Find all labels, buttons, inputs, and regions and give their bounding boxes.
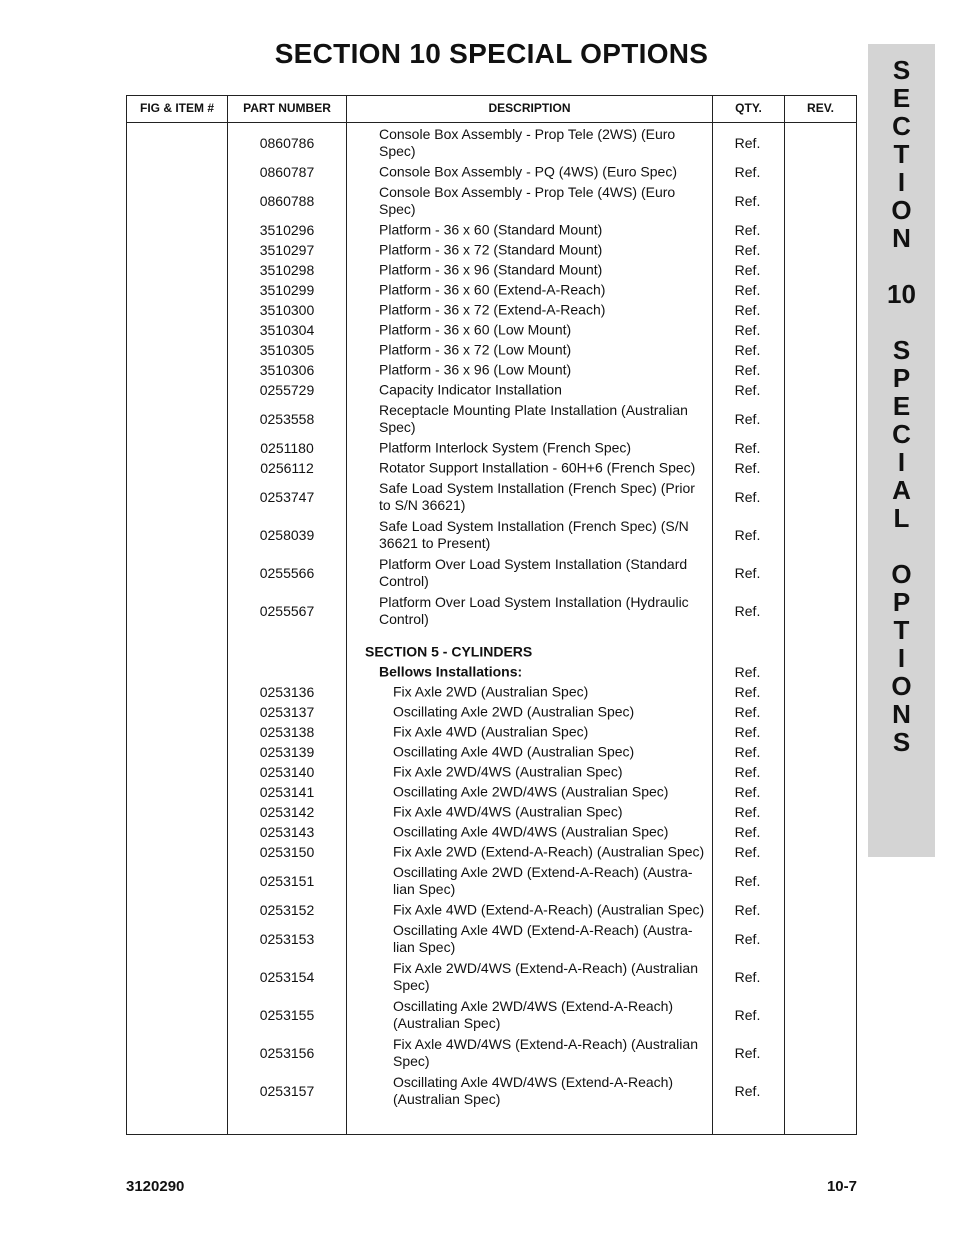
description-cell: Bellows Installations:	[379, 663, 523, 680]
side-tab-glyph: N	[892, 699, 911, 729]
qty-cell: Ref.	[734, 242, 761, 258]
description-cell: Fix Axle 4WD (Extend-A-Reach) (Australian Spec)	[393, 901, 705, 918]
table-row	[127, 182, 856, 220]
parts-table	[126, 95, 857, 1135]
part-number-cell: 0255567	[259, 603, 315, 619]
qty-cell: Ref.	[734, 282, 761, 298]
table-row	[127, 162, 856, 182]
header-description: DESCRIPTION	[488, 101, 571, 115]
qty-cell: Ref.	[734, 804, 761, 820]
description-cell: Platform - 36 x 72 (Extend-A-Reach)	[379, 301, 606, 318]
qty-cell: Ref.	[734, 342, 761, 358]
side-tab-glyph: T	[893, 139, 910, 169]
description-cell: Rotator Support Installation - 60H+6 (French Spec)	[379, 459, 696, 476]
qty-cell: Ref.	[734, 1007, 761, 1023]
part-number-cell: 0253154	[259, 969, 315, 985]
part-number-cell: 0860788	[259, 193, 315, 209]
part-number-cell: 0255729	[259, 382, 315, 398]
table-row	[127, 340, 856, 360]
table-row	[127, 630, 856, 642]
side-tab-glyph: L	[893, 503, 910, 533]
part-number-cell: 3510298	[259, 262, 315, 278]
part-number-cell: 0253157	[259, 1083, 315, 1099]
qty-cell: Ref.	[734, 411, 761, 427]
table-row	[127, 360, 856, 380]
description-cell: Safe Load System Installation (French Spec) (Prior to S/N 36621)	[379, 480, 695, 513]
part-number-cell: 0253140	[259, 764, 315, 780]
description-cell: SECTION 5 - CYLINDERS	[365, 643, 533, 660]
qty-cell: Ref.	[734, 440, 761, 456]
table-row	[127, 722, 856, 742]
part-number-cell: 0253558	[259, 411, 315, 427]
table-row	[127, 702, 856, 722]
header-part-number: PART NUMBER	[243, 101, 331, 115]
table-row	[127, 380, 856, 400]
side-tab-glyph: C	[892, 419, 911, 449]
qty-cell: Ref.	[734, 302, 761, 318]
table-row	[127, 516, 856, 554]
description-cell: Safe Load System Installation (French Spec) (S/N 36621 to Present)	[379, 518, 689, 551]
side-tab-glyph: S	[892, 727, 911, 757]
qty-cell: Ref.	[734, 527, 761, 543]
qty-cell: Ref.	[734, 222, 761, 238]
table-row	[127, 320, 856, 340]
description-cell: Oscillating Axle 2WD (Extend-A-Reach) (Austra-lian Spec)	[393, 864, 693, 897]
part-number-cell: 0253137	[259, 704, 315, 720]
side-tab-glyph: A	[892, 475, 911, 505]
qty-cell: Ref.	[734, 764, 761, 780]
description-cell: Platform Over Load System Installation (Hydraulic Control)	[379, 594, 689, 627]
description-cell: Platform - 36 x 60 (Low Mount)	[379, 321, 572, 338]
part-number-cell: 0253150	[259, 844, 315, 860]
table-row	[127, 802, 856, 822]
qty-cell: Ref.	[734, 460, 761, 476]
side-tab-glyph: P	[892, 363, 911, 393]
part-number-cell: 0253156	[259, 1045, 315, 1061]
part-number-cell: 0253152	[259, 902, 315, 918]
table-row	[127, 1072, 856, 1110]
description-cell: Platform - 36 x 96 (Low Mount)	[379, 361, 572, 378]
table-row	[127, 822, 856, 842]
side-tab-glyph: O	[891, 195, 912, 225]
table-row	[127, 782, 856, 802]
description-cell: Platform - 36 x 60 (Standard Mount)	[379, 221, 603, 238]
description-cell: Platform - 36 x 96 (Standard Mount)	[379, 261, 603, 278]
table-row	[127, 958, 856, 996]
table-row	[127, 124, 856, 162]
table-row	[127, 592, 856, 630]
side-tab-glyph: I	[897, 447, 906, 477]
description-cell: Fix Axle 4WD (Australian Spec)	[393, 723, 589, 740]
description-cell: Oscillating Axle 4WD/4WS (Australian Spec)	[393, 823, 669, 840]
side-tab-glyph: S	[892, 335, 911, 365]
side-tab-glyph: 10	[887, 279, 916, 309]
qty-cell: Ref.	[734, 135, 761, 151]
qty-cell: Ref.	[734, 902, 761, 918]
description-cell: Fix Axle 2WD (Australian Spec)	[393, 683, 589, 700]
part-number-cell: 0253747	[259, 489, 315, 505]
description-cell: Console Box Assembly - Prop Tele (2WS) (Euro Spec)	[379, 126, 676, 159]
side-tab-glyph: I	[897, 167, 906, 197]
table-row	[127, 862, 856, 900]
description-cell: Platform - 36 x 60 (Extend-A-Reach)	[379, 281, 606, 298]
qty-cell: Ref.	[734, 262, 761, 278]
part-number-cell: 0253151	[259, 873, 315, 889]
qty-cell: Ref.	[734, 724, 761, 740]
part-number-cell: 0256112	[260, 460, 314, 476]
table-row	[127, 996, 856, 1034]
qty-cell: Ref.	[734, 1045, 761, 1061]
qty-cell: Ref.	[734, 322, 761, 338]
description-cell: Fix Axle 4WD/4WS (Australian Spec)	[393, 803, 623, 820]
qty-cell: Ref.	[734, 784, 761, 800]
side-tab-glyph: C	[892, 111, 911, 141]
table-row	[127, 1034, 856, 1072]
qty-cell: Ref.	[734, 489, 761, 505]
side-tab-glyph: I	[897, 643, 906, 673]
qty-cell: Ref.	[734, 565, 761, 581]
table-row	[127, 642, 856, 662]
qty-cell: Ref.	[734, 824, 761, 840]
description-cell: Oscillating Axle 2WD (Australian Spec)	[393, 703, 635, 720]
side-tab-glyph: E	[892, 391, 911, 421]
part-number-cell: 0253138	[259, 724, 315, 740]
description-cell: Oscillating Axle 4WD/4WS (Extend-A-Reach) (Australian Spec)	[393, 1074, 674, 1107]
table-row	[127, 762, 856, 782]
header-divider	[127, 122, 856, 123]
description-cell: Fix Axle 2WD/4WS (Extend-A-Reach) (Australian Spec)	[393, 960, 698, 993]
table-row	[127, 682, 856, 702]
side-tab-glyph: N	[892, 223, 911, 253]
part-number-cell: 0251180	[260, 440, 314, 456]
qty-cell: Ref.	[734, 704, 761, 720]
side-tab-glyph: T	[893, 615, 910, 645]
table-row	[127, 554, 856, 592]
description-cell: Receptacle Mounting Plate Installation (Australian Spec)	[379, 402, 688, 435]
header-rev: REV.	[807, 101, 834, 115]
description-cell: Fix Axle 4WD/4WS (Extend-A-Reach) (Australian Spec)	[393, 1036, 698, 1069]
qty-cell: Ref.	[734, 193, 761, 209]
table-row	[127, 280, 856, 300]
part-number-cell: 0253141	[259, 784, 315, 800]
section-side-tab	[868, 44, 935, 857]
table-row	[127, 900, 856, 920]
description-cell: Platform - 36 x 72 (Standard Mount)	[379, 241, 603, 258]
part-number-cell: 3510306	[259, 362, 315, 378]
table-row	[127, 662, 856, 682]
description-cell: Platform - 36 x 72 (Low Mount)	[379, 341, 572, 358]
part-number-cell: 0860787	[259, 164, 315, 180]
table-row	[127, 458, 856, 478]
table-row	[127, 400, 856, 438]
part-number-cell: 0253143	[259, 824, 315, 840]
description-cell: Oscillating Axle 2WD/4WS (Australian Spec)	[393, 783, 669, 800]
part-number-cell: 3510300	[259, 302, 315, 318]
description-cell: Fix Axle 2WD (Extend-A-Reach) (Australian Spec)	[393, 843, 705, 860]
description-cell: Fix Axle 2WD/4WS (Australian Spec)	[393, 763, 623, 780]
part-number-cell: 3510304	[259, 322, 315, 338]
footer-page-number: 10-7	[826, 1178, 857, 1195]
part-number-cell: 0860786	[259, 135, 315, 151]
qty-cell: Ref.	[734, 603, 761, 619]
table-row	[127, 438, 856, 458]
part-number-cell: 0253136	[259, 684, 315, 700]
table-row	[127, 220, 856, 240]
part-number-cell: 0255566	[259, 565, 315, 581]
table-row	[127, 920, 856, 958]
qty-cell: Ref.	[734, 362, 761, 378]
qty-cell: Ref.	[734, 684, 761, 700]
header-fig-item: FIG & ITEM #	[139, 101, 214, 115]
qty-cell: Ref.	[734, 1083, 761, 1099]
part-number-cell: 3510296	[259, 222, 315, 238]
table-row	[127, 478, 856, 516]
footer-doc-number: 3120290	[126, 1178, 185, 1195]
description-cell: Oscillating Axle 4WD (Australian Spec)	[393, 743, 635, 760]
qty-cell: Ref.	[734, 744, 761, 760]
description-cell: Platform Interlock System (French Spec)	[379, 439, 632, 456]
table-row	[127, 260, 856, 280]
side-tab-glyph: E	[892, 83, 911, 113]
description-cell: Capacity Indicator Installation	[379, 381, 562, 398]
header-qty: QTY.	[735, 101, 762, 115]
part-number-cell: 3510297	[259, 242, 315, 258]
description-cell: Console Box Assembly - PQ (4WS) (Euro Spec)	[379, 163, 677, 180]
description-cell: Oscillating Axle 4WD (Extend-A-Reach) (Austra-lian Spec)	[393, 922, 693, 955]
part-number-cell: 0253155	[259, 1007, 315, 1023]
side-tab-glyph: S	[892, 55, 911, 85]
qty-cell: Ref.	[734, 844, 761, 860]
side-tab-glyph: O	[891, 559, 912, 589]
part-number-cell: 0253153	[259, 931, 315, 947]
description-cell: Platform Over Load System Installation (Standard Control)	[379, 556, 688, 589]
qty-cell: Ref.	[734, 664, 761, 680]
qty-cell: Ref.	[734, 969, 761, 985]
qty-cell: Ref.	[734, 164, 761, 180]
qty-cell: Ref.	[734, 873, 761, 889]
part-number-cell: 3510305	[259, 342, 315, 358]
description-cell: Oscillating Axle 2WD/4WS (Extend-A-Reach) (Australian Spec)	[393, 998, 674, 1031]
side-tab-glyph: O	[891, 671, 912, 701]
qty-cell: Ref.	[734, 931, 761, 947]
page-title: SECTION 10 SPECIAL OPTIONS	[274, 38, 709, 69]
part-number-cell: 3510299	[259, 282, 315, 298]
table-row	[127, 300, 856, 320]
description-cell: Console Box Assembly - Prop Tele (4WS) (Euro Spec)	[379, 184, 676, 217]
part-number-cell: 0258039	[259, 527, 315, 543]
part-number-cell: 0253139	[259, 744, 315, 760]
table-row	[127, 742, 856, 762]
part-number-cell: 0253142	[259, 804, 315, 820]
qty-cell: Ref.	[734, 382, 761, 398]
table-row	[127, 842, 856, 862]
table-row	[127, 240, 856, 260]
side-tab-glyph: P	[892, 587, 911, 617]
